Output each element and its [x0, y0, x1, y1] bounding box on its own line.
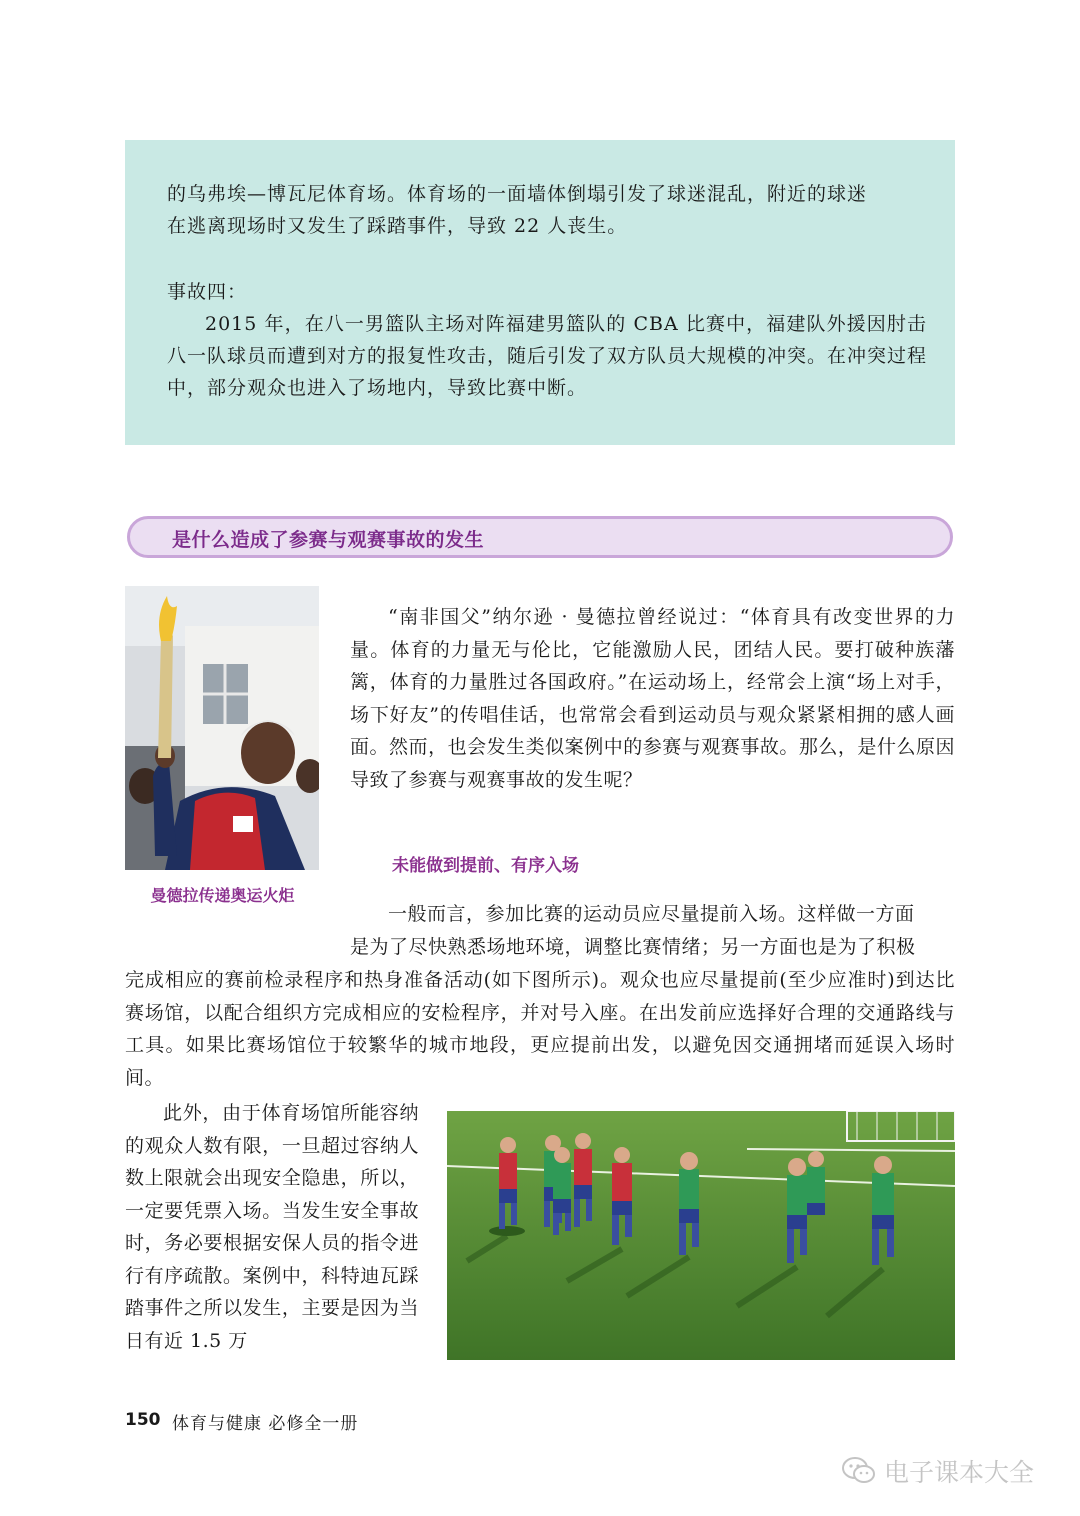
- p2-line2: 是为了尽快熟悉场地环境，调整比赛情绪；另一方面也是为了积极: [350, 936, 916, 958]
- p2-rest: 完成相应的赛前检录程序和热身准备活动(如下图所示)。观众也应尽量提前(至少应准时)到达比赛场馆，以配合组织方完成相应的安检程序，并对号入座。在出发前应选择好合理的交通路线与工具。如果比赛场馆位于较繁华的城市地段，更应提前出发，以避免因交通拥堵而延误入场时间。: [125, 969, 955, 1089]
- book-title: 体育与健康 必修全一册: [172, 1414, 359, 1434]
- case-text-line2: 在逃离现场时又发生了踩踏事件，导致 22 人丧生。: [167, 215, 628, 237]
- watermark-text: 电子课本大全: [884, 1458, 1035, 1487]
- case-text-line1: 的乌弗埃—博瓦尼体育场。体育场的一面墙体倒塌引发了球迷混乱，附近的球迷: [167, 183, 868, 205]
- mandela-photo-caption: 曼德拉传递奥运火炬: [150, 886, 295, 905]
- case4-title: 事故四：: [167, 281, 248, 303]
- wechat-icon: [842, 1456, 876, 1486]
- page-number: 150: [125, 1410, 161, 1430]
- section-title: 是什么造成了参赛与观赛事故的发生: [172, 529, 485, 551]
- mandela-torch-photo: [125, 586, 319, 870]
- p2-line1: 一般而言，参加比赛的运动员应尽量提前入场。这样做一方面: [388, 903, 915, 925]
- athletes-warmup-photo: [447, 1111, 955, 1360]
- p3-paragraph: 此外，由于体育场馆所能容纳的观众人数有限，一旦超过容纳人数上限就会出现安全隐患，所以，一定要凭票入场。当发生安全事故时，务必要根据安保人员的指令进行有序疏散。案例中，科特迪瓦踩踏事件之所以发生，主要是因为当日有近 1.5 万: [125, 1102, 419, 1352]
- case4-body: 2015 年，在八一男篮队主场对阵福建男篮队的 CBA 比赛中，福建队外援因肘击八一队球员而遭到对方的报复性攻击，随后引发了双方队员大规模的冲突。在冲突过程中，部分观众也进入了场地内，导致比赛中断。: [167, 313, 928, 399]
- subheading-early-entry: 未能做到提前、有序入场: [392, 856, 579, 876]
- intro-paragraph: “南非国父”纳尔逊 · 曼德拉曾经说过：“体育具有改变世界的力量。体育的力量无与伦比，它能激励人民，团结人民。要打破种族藩篱，体育的力量胜过各国政府。”在运动场上，经常会上演“场上对手，场下好友”的传唱佳话，也常常会看到运动员与观众紧紧相拥的感人画面。然而，也会发生类似案例中的参赛与观赛事故。那么，是什么原因导致了参赛与观赛事故的发生呢？: [350, 606, 955, 791]
- case-box: [125, 140, 955, 445]
- section-heading-bar: [127, 516, 953, 558]
- watermark: [842, 1453, 1034, 1489]
